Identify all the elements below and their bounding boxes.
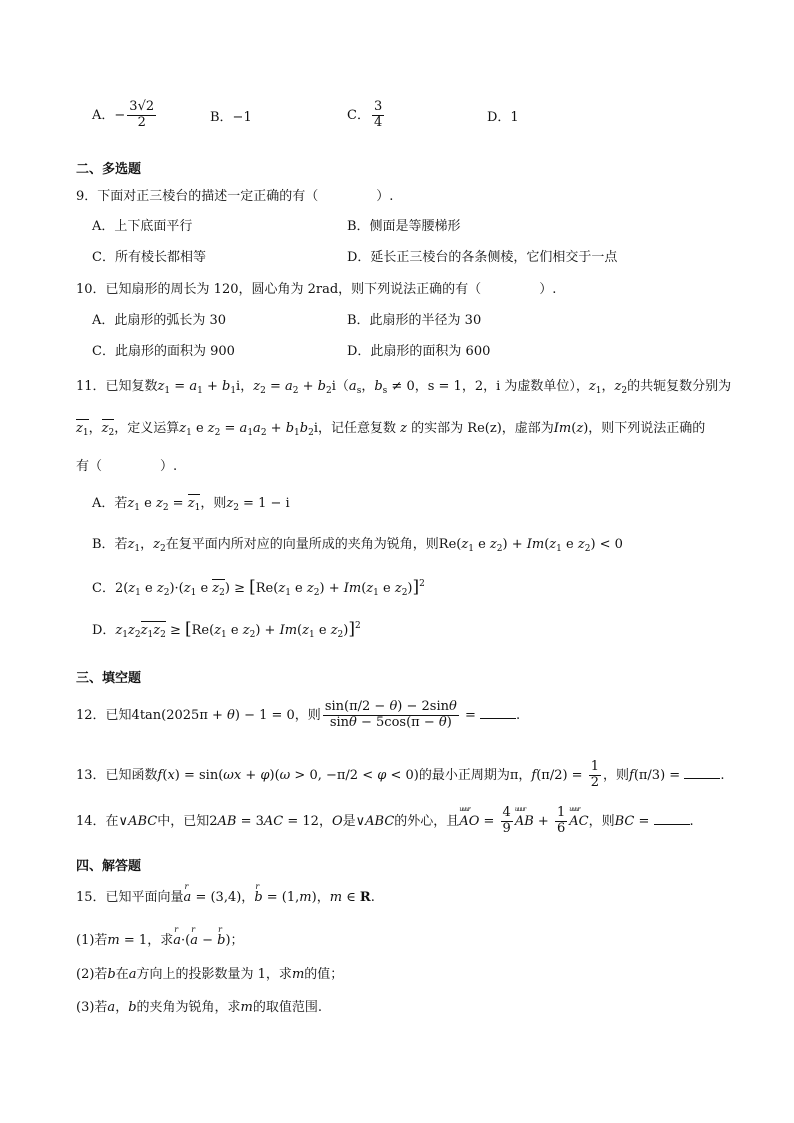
q11-line-1: 11．已知复数$z_1 = a_1 + b_1i$，$z_2 = a_2 + b_2i(a_s$，$b_s \ne 0$，s = 1，2，i 为虚数单位），$z_1$，$z_2$的共轭复数分别为: [76, 379, 732, 396]
q11-option-a: A．若$z_1$ e $z_2 = z_1$，则$z_2 = 1 - i$: [92, 496, 290, 513]
q11-option-d: D．$z_1z_2z_1z_2 \ge [Re(z_1$ e $z_2) + Im(z_1$ e $z_2)]^2$: [92, 619, 361, 640]
q8-option-b: B．−1: [210, 110, 252, 125]
q15-part-2: (2)若b在a方向上的投影数量为 1，求m的值；: [76, 967, 344, 982]
q13: 13．已知函数f(x) = sin(ωx + φ)(ω > 0, −π/2 < φ < 0)的最小正周期为π，f(π/2) = $\frac{1}{2}$ ，则f(π/3) = .: [76, 759, 725, 790]
q10-option-b: B．此扇形的半径为 30: [347, 313, 482, 328]
q15-part-3: (3)若a，b的夹角为锐角，求m的取值范围.: [76, 1000, 323, 1015]
q9-option-b: B．侧面是等腰梯形: [347, 219, 461, 234]
q10-stem: 10．已知扇形的周长为 120，圆心角为 2rad，则下列说法正确的有（ ）.: [76, 282, 557, 297]
q9-option-d: D．延长正三棱台的各条侧棱，它们相交于一点: [347, 250, 618, 265]
section-fill-in: 三、填空题: [76, 671, 142, 686]
q9-option-a: A．上下底面平行: [92, 219, 193, 234]
q9-stem: 9．下面对正三棱台的描述一定正确的有（ ）.: [76, 189, 394, 204]
q11-line-3: 有（ ）.: [76, 459, 178, 474]
q12: 12．已知4tan(2025π + θ) − 1 = 0，则 $\frac{\sin(\pi/2 - \theta) - 2\sin\theta}{\sin\theta - 5\cos(\pi - \theta)}$ = .: [76, 699, 521, 730]
q15-part-1: (1)若m = 1，求r a·(r a − r b)；: [76, 934, 244, 947]
q11-line-2: $z_1$，$z_2$，定义运算$z_1$ e $z_2 = a_1a_2 + b_1b_2i$，记任意复数 z 的实部为 Re(z)，虚部为Im(z)，则下列说法正确的: [76, 421, 706, 438]
q10-option-a: A．此扇形的弧长为 30: [92, 313, 227, 328]
q15-stem: 15．已知平面向量r a = (3,4)，r b = (1,m)，m ∈ R.: [76, 891, 375, 904]
q11-option-c: C．$2(z_1$ e $z_2)\cdot(z_1$ e $z_2) \ge [Re(z_1$ e $z_2) + Im(z_1$ e $z_2)]^2$: [92, 577, 425, 598]
q14: 14．在∨ABC中，已知2AB = 3AC = 12，O是∨ABC的外心，且uuur AO = $\frac{4}{9}$ uuur AB + $\frac{1}{6}$ uuur AC，则BC = .: [76, 806, 694, 837]
q9-option-c: C．所有棱长都相等: [92, 250, 206, 265]
q10-option-d: D．此扇形的面积为 600: [347, 344, 491, 359]
q11-option-b: B．若$z_1$，$z_2$在复平面内所对应的向量所成的夹角为锐角，则$Re(z_1$ e $z_2) + Im(z_1$ e $z_2) < 0$: [92, 537, 623, 554]
q10-option-c: C．此扇形的面积为 900: [92, 344, 235, 359]
q8-option-a: A．− $\frac{3√2}{2}$: [92, 99, 155, 130]
section-multi-choice: 二、多选题: [76, 162, 142, 177]
section-answer: 四、解答题: [76, 859, 142, 874]
q8-option-c: C． $\frac{3}{4}$: [347, 99, 383, 130]
q8-option-d: D．1: [487, 110, 519, 125]
